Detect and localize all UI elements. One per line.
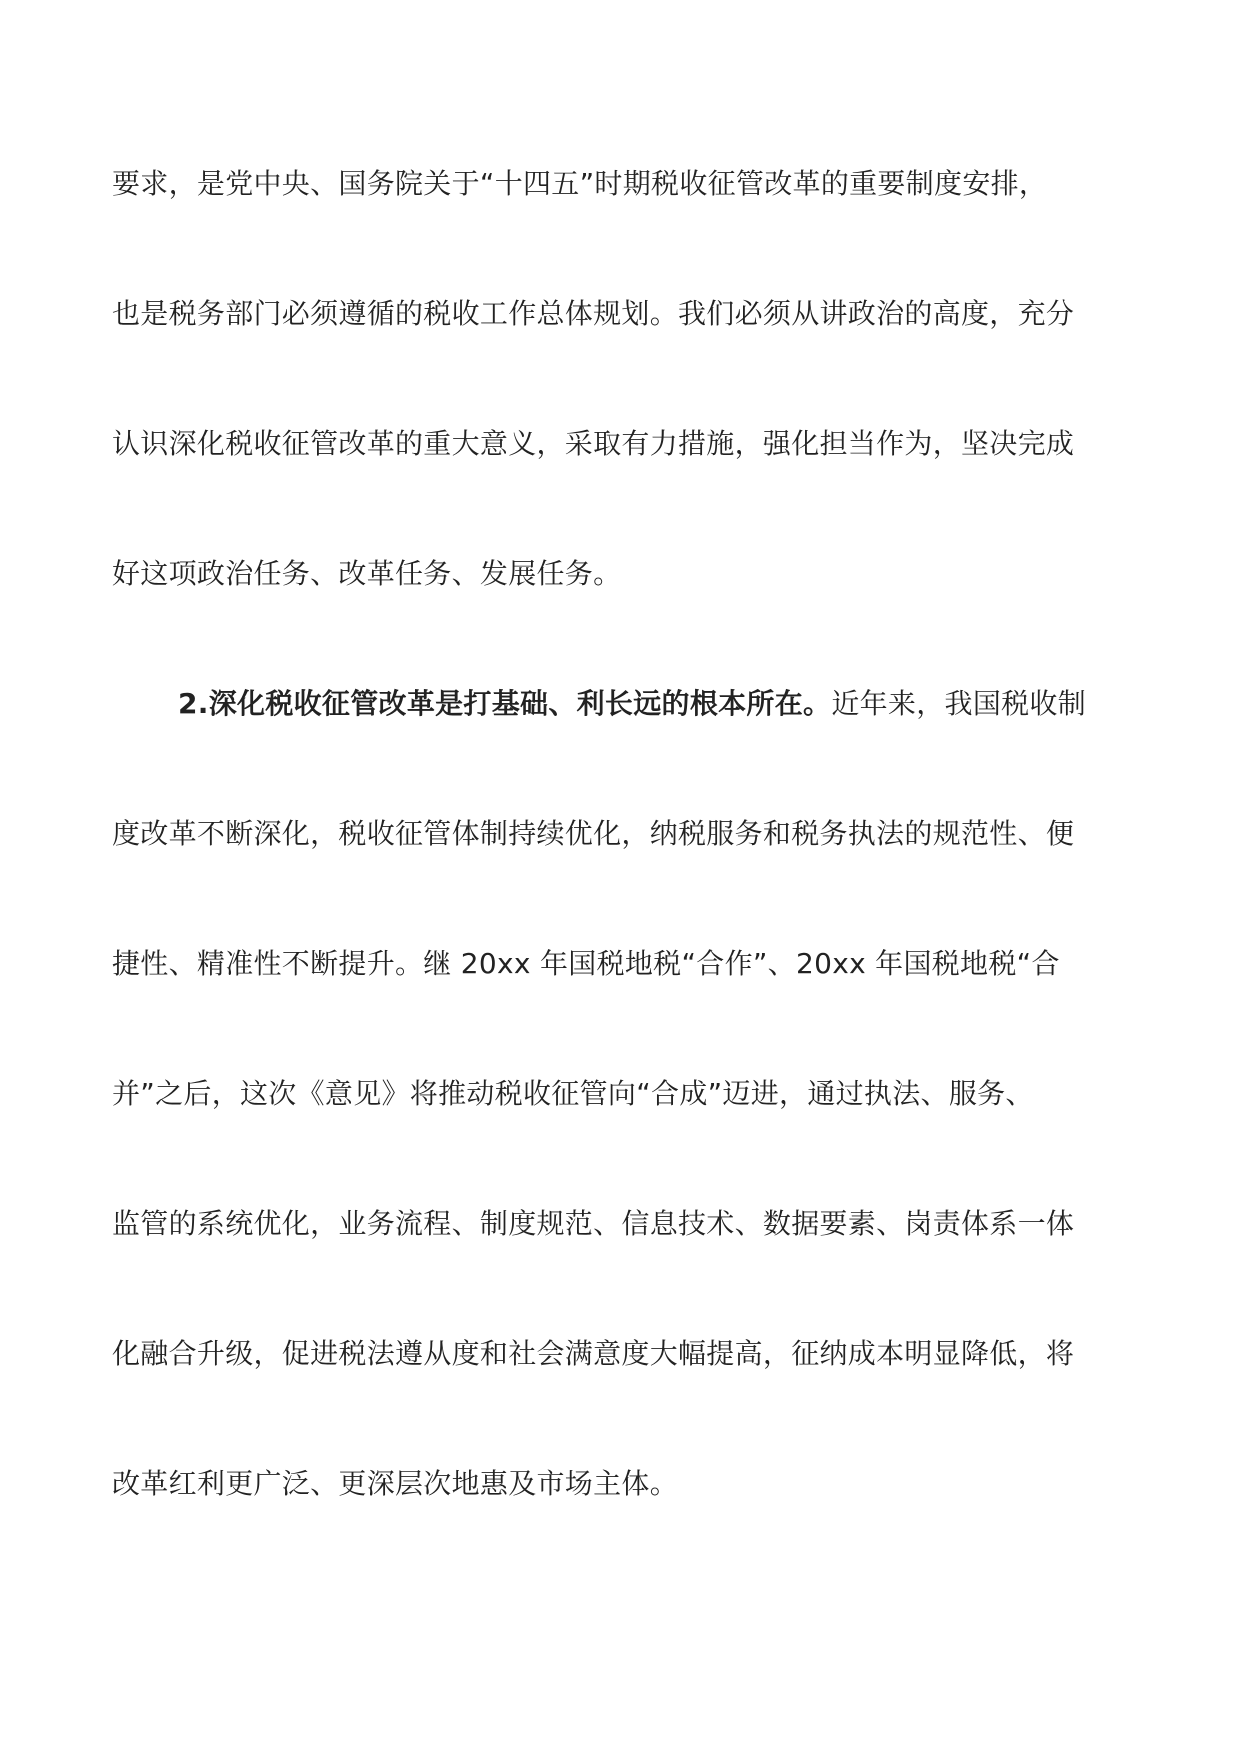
paragraph-text: 近年来，我国税收制 — [831, 687, 1087, 720]
document-body — [112, 164, 1132, 1594]
paragraph-line: 监管的系统优化，业务流程、制度规范、信息技术、数据要素、岗责体系一体 — [112, 1207, 1075, 1240]
paragraph-line: 度改革不断深化，税收征管体制持续优化，纳税服务和税务执法的规范性、便 — [112, 817, 1075, 850]
paragraph-line: 也是税务部门必须遵循的税收工作总体规划。我们必须从讲政治的高度，充分 — [112, 297, 1075, 330]
section-heading: 2.深化税收征管改革是打基础、利长远的根本所在。 — [178, 687, 832, 720]
paragraph-line: 好这项政治任务、改革任务、发展任务。 — [112, 557, 622, 590]
paragraph-first-line — [112, 684, 1132, 814]
paragraph-2 — [112, 684, 1132, 1594]
paragraph-line: 要求，是党中央、国务院关于“十四五”时期税收征管改革的重要制度安排， — [112, 167, 1048, 200]
paragraph-line: 认识深化税收征管改革的重大意义，采取有力措施，强化担当作为，坚决完成 — [112, 427, 1075, 460]
paragraph-line: 并”之后，这次《意见》将推动税收征管向“合成”迈进，通过执法、服务、 — [112, 1077, 1034, 1110]
paragraph-1 — [112, 164, 1132, 684]
paragraph-line: 化融合升级，促进税法遵从度和社会满意度大幅提高，征纳成本明显降低，将 — [112, 1337, 1075, 1370]
paragraph-line: 捷性、精准性不断提升。继 20xx 年国税地税“合作”、20xx 年国税地税“合 — [112, 947, 1060, 980]
paragraph-line: 改革红利更广泛、更深层次地惠及市场主体。 — [112, 1467, 679, 1500]
